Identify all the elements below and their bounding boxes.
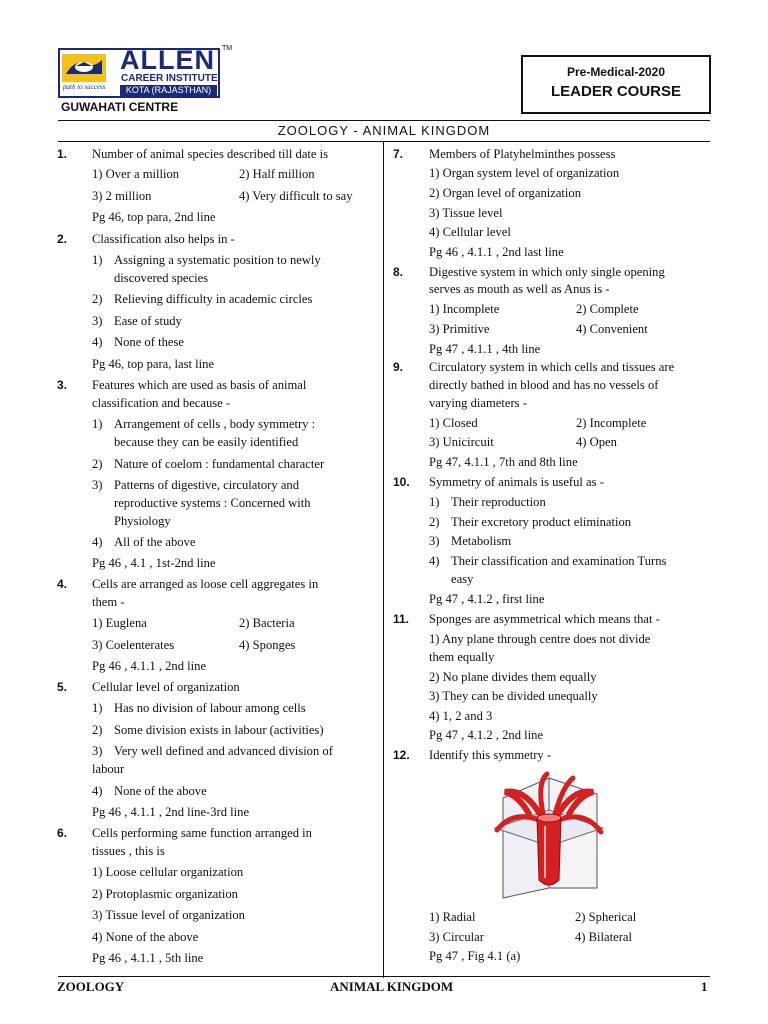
- page-reference: Pg 47, 4.1.1 , 7th and 8th line: [429, 455, 578, 469]
- question-text: Features which are used as basis of animal: [92, 378, 307, 392]
- option: 4) Open: [576, 435, 617, 449]
- page-reference: Pg 46 , 4.1.1 , 2nd last line: [429, 245, 564, 259]
- question-number: 12.: [393, 748, 410, 762]
- footer-subject: ZOOLOGY: [57, 979, 125, 994]
- option: 2) Bacteria: [239, 616, 295, 630]
- question-text: Number of animal species described till date is: [92, 147, 329, 161]
- option-text: discovered species: [114, 271, 209, 285]
- option: 1) Loose cellular organization: [92, 865, 244, 879]
- question-text: classification and because -: [92, 396, 231, 410]
- radial-symmetry-figure: [485, 770, 611, 900]
- option: 2) Complete: [576, 302, 639, 316]
- option-text: Relieving difficulty in academic circles: [114, 292, 313, 306]
- question-text: Sponges are asymmetrical which means that -: [429, 612, 660, 626]
- question-text: Circulatory system in which cells and tissues are: [429, 360, 675, 374]
- question-number: 8.: [393, 265, 404, 279]
- option-number: 1): [92, 253, 103, 267]
- question-text: directly bathed in blood and has no vessels of: [429, 378, 659, 392]
- question-text: serves as mouth as well as Anus is -: [429, 282, 610, 296]
- option-text: None of these: [114, 335, 184, 349]
- option: 4) Convenient: [576, 322, 648, 336]
- course-name: Pre-Medical-2020: [566, 65, 666, 79]
- page-title: ZOOLOGY - ANIMAL KINGDOM: [277, 123, 491, 138]
- option-text: Very well defined and advanced division of: [114, 744, 333, 758]
- logo-location: KOTA (RAJASTHAN): [120, 85, 217, 96]
- option-number: 1): [92, 417, 103, 431]
- page-number: 1: [701, 979, 708, 994]
- option-text: Ease of study: [114, 314, 182, 328]
- option-number: 2): [92, 457, 103, 471]
- centre-name: GUWAHATI CENTRE: [61, 100, 179, 114]
- option-text: Their classification and examination Turns: [451, 554, 667, 568]
- footer-rule: [58, 976, 710, 977]
- option: 4) Very difficult to say: [239, 189, 353, 203]
- option-number: 3): [92, 744, 103, 758]
- option-number: 4): [92, 335, 103, 349]
- option-number: 4): [429, 554, 440, 568]
- option-text: Their reproduction: [451, 495, 546, 509]
- option-number: 4): [92, 784, 103, 798]
- option: 1) Organ system level of organization: [429, 166, 620, 180]
- logo-emblem-icon: [62, 54, 106, 82]
- logo-tagline: path to success: [63, 83, 106, 91]
- page-reference: Pg 46, top para, last line: [92, 357, 215, 371]
- option-number: 3): [92, 314, 103, 328]
- question-number: 10.: [393, 475, 410, 489]
- page-reference: Pg 46 , 4.1.1 , 2nd line: [92, 659, 207, 673]
- question-number: 7.: [393, 147, 404, 161]
- option-text: reproductive systems : Concerned with: [114, 496, 311, 510]
- logo-name: ALLEN: [120, 45, 215, 75]
- question-text: Cells are arranged as loose cell aggregates in: [92, 577, 319, 591]
- question-text: tissues , this is: [92, 844, 165, 858]
- option: 4) Bilateral: [575, 930, 632, 944]
- option-text: labour: [92, 762, 125, 776]
- option: 1) Radial: [429, 910, 476, 924]
- option-text: Metabolism: [451, 534, 512, 548]
- option: them equally: [429, 650, 495, 664]
- question-text: varying diameters -: [429, 396, 527, 410]
- footer-chapter: ANIMAL KINGDOM: [330, 979, 454, 994]
- option-text: None of the above: [114, 784, 207, 798]
- option-number: 2): [92, 292, 103, 306]
- page-reference: Pg 47 , 4.1.1 , 4th line: [429, 342, 541, 356]
- question-number: 3.: [57, 378, 68, 392]
- option: 2) Incomplete: [576, 416, 647, 430]
- option: 3) Tissue level: [429, 206, 503, 220]
- option-number: 3): [429, 534, 440, 548]
- page-reference: Pg 46 , 4.1 , 1st-2nd line: [92, 556, 216, 570]
- option-text: because they can be easily identified: [114, 435, 299, 449]
- page-reference: Pg 46, top para, 2nd line: [92, 210, 216, 224]
- option-text: Some division exists in labour (activities): [114, 723, 324, 737]
- question-text: them -: [92, 595, 125, 609]
- option: 4) 1, 2 and 3: [429, 709, 493, 723]
- title-rule-bottom: [58, 141, 710, 142]
- option: 1) Closed: [429, 416, 478, 430]
- question-number: 1.: [57, 147, 68, 161]
- option: 3) Circular: [429, 930, 484, 944]
- page-reference: Pg 46 , 4.1.1 , 5th line: [92, 951, 204, 965]
- column-divider: [383, 142, 384, 978]
- option-number: 1): [429, 495, 440, 509]
- question-text: Digestive system in which only single opening: [429, 265, 665, 279]
- option: 3) Primitive: [429, 322, 490, 336]
- option-number: 1): [92, 701, 103, 715]
- option-number: 3): [92, 478, 103, 492]
- option: 1) Over a million: [92, 167, 180, 181]
- page-reference: Pg 47 , 4.1.2 , first line: [429, 592, 545, 606]
- option: 4) None of the above: [92, 930, 199, 944]
- page-reference: Pg 46 , 4.1.1 , 2nd line-3rd line: [92, 805, 250, 819]
- option-text: Arrangement of cells , body symmetry :: [114, 417, 316, 431]
- option: 4) Sponges: [239, 638, 296, 652]
- option-number: 2): [429, 515, 440, 529]
- option: 2) Half million: [239, 167, 315, 181]
- option-text: Patterns of digestive, circulatory and: [114, 478, 300, 492]
- option-text: Has no division of labour among cells: [114, 701, 306, 715]
- logo-trademark: TM: [222, 45, 233, 52]
- question-number: 5.: [57, 680, 68, 694]
- option: 2) Protoplasmic organization: [92, 887, 238, 901]
- question-text: Identify this symmetry -: [429, 748, 552, 762]
- question-number: 6.: [57, 826, 68, 840]
- option: 4) Cellular level: [429, 225, 511, 239]
- option: 3) Tissue level of organization: [92, 908, 245, 922]
- option-number: 4): [92, 535, 103, 549]
- page-reference: Pg 47 , 4.1.2 , 2nd line: [429, 728, 544, 742]
- option-text: easy: [451, 572, 474, 586]
- option: 3) Coelenterates: [92, 638, 175, 652]
- course-type: LEADER COURSE: [550, 83, 681, 100]
- option: 3) 2 million: [92, 189, 152, 203]
- question-text: Symmetry of animals is useful as -: [429, 475, 604, 489]
- option: 3) Unicircuit: [429, 435, 494, 449]
- question-text: Members of Platyhelminthes possess: [429, 147, 616, 161]
- option: 1) Any plane through centre does not divide: [429, 632, 651, 646]
- question-number: 9.: [393, 360, 404, 374]
- option-text: All of the above: [114, 535, 196, 549]
- question-text: Cells performing same function arranged in: [92, 826, 312, 840]
- option: 2) Spherical: [575, 910, 637, 924]
- course-box: [521, 55, 711, 114]
- logo-subtitle: CAREER INSTITUTE: [121, 73, 218, 84]
- option-text: Their excretory product elimination: [451, 515, 632, 529]
- option-text: Nature of coelom : fundamental character: [114, 457, 325, 471]
- question-number: 4.: [57, 577, 68, 591]
- page-reference: Pg 47 , Fig 4.1 (a): [429, 949, 521, 963]
- option: 3) They can be divided unequally: [429, 689, 598, 703]
- title-rule-top: [58, 120, 710, 121]
- option-text: Physiology: [114, 514, 171, 528]
- option: 2) No plane divides them equally: [429, 670, 597, 684]
- question-number: 11.: [393, 612, 410, 626]
- option-text: Assigning a systematic position to newly: [114, 253, 321, 267]
- question-text: Classification also helps in -: [92, 232, 235, 246]
- option: 1) Euglena: [92, 616, 147, 630]
- option-number: 2): [92, 723, 103, 737]
- question-text: Cellular level of organization: [92, 680, 240, 694]
- option: 2) Organ level of organization: [429, 186, 582, 200]
- option: 1) Incomplete: [429, 302, 500, 316]
- question-number: 2.: [57, 232, 68, 246]
